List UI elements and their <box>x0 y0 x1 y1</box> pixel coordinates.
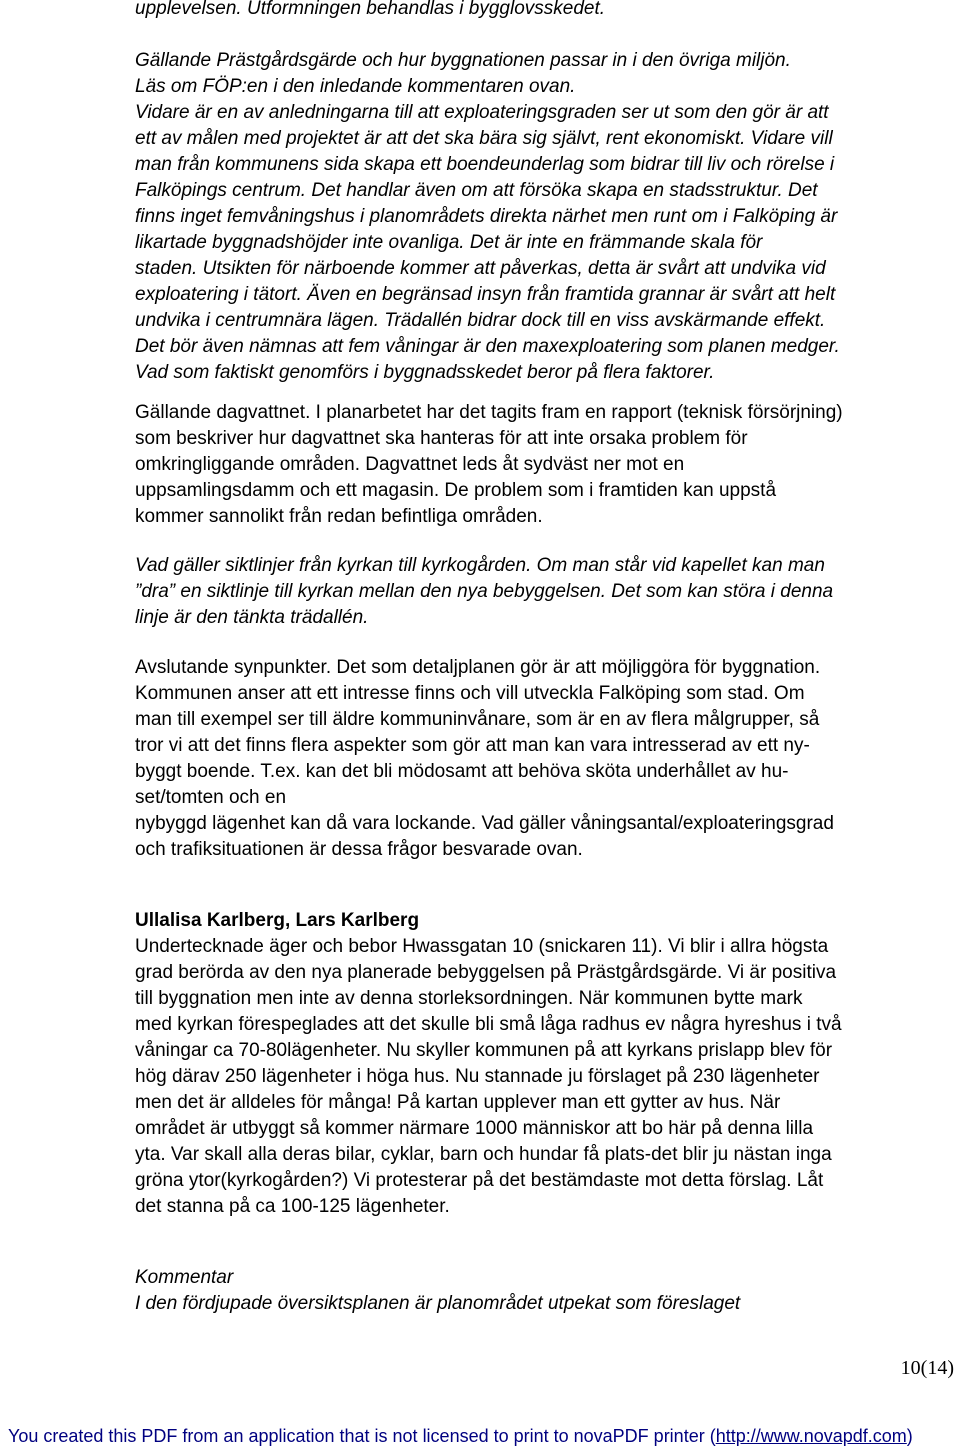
text-line: Gällande dagvattnet. I planarbetet har det tagits fram en rapport (teknisk försörjning) <box>135 402 843 423</box>
text-line: området är utbyggt så kommer närmare 1000 människor att bo här på denna lilla <box>135 1118 814 1139</box>
submitter-heading: Ullalisa Karlberg, Lars Karlberg <box>135 910 420 931</box>
text-line: man från kommunens sida skapa ett boendeunderlag som bidrar till liv och rörelse i <box>135 154 835 175</box>
footer-close: ) <box>906 1426 913 1446</box>
comment-paragraph-avslutande <box>135 655 950 863</box>
text-line: likartade byggnadshöjder inte ovanliga. Det är inte en främmande skala för <box>135 232 763 253</box>
comment-paragraph-dagvatten <box>135 400 950 530</box>
text-line: Gällande Prästgårdsgärde och hur byggnationen passar in i den övriga miljön. <box>135 50 791 71</box>
text-line: Det bör även nämnas att fem våningar är den maxexploatering som planen medger. <box>135 336 840 357</box>
text-line: omkringliggande områden. Dagvattnet leds åt sydväst ner mot en <box>135 454 685 475</box>
text-line: Falköpings centrum. Det handlar även om att försöka skapa en stadsstruktur. Det <box>135 180 818 201</box>
text-line: upplevelsen. Utformningen behandlas i bygglovsskedet. <box>135 0 606 19</box>
text-line: Kommunen anser att ett intresse finns och vill utveckla Falköping som stad. Om <box>135 683 805 704</box>
comment-paragraph-siktlinjer <box>135 553 950 631</box>
comment-heading: Kommentar <box>135 1267 234 1288</box>
text-line: uppsamlingsdamm och ett magasin. De problem som i framtiden kan uppstå <box>135 480 777 501</box>
text-line: och trafiksituationen är dessa frågor besvarade ovan. <box>135 839 583 860</box>
comment-paragraph-miljo <box>135 0 950 386</box>
pdf-watermark-footer <box>8 1424 913 1448</box>
text-line: ett av målen med projektet är att det ska bära sig självt, rent ekonomiskt. Vidare vill <box>135 128 833 149</box>
submission-karlberg <box>135 908 950 1220</box>
text-line: våningar ca 70-80lägenheter. Nu skyller kommunen på att kyrkans prislapp blev för <box>135 1040 833 1061</box>
text-line: till byggnation men inte av denna storleksordningen. När kommunen bytte mark <box>135 988 803 1009</box>
text-line: man till exempel ser till äldre kommuninvånare, som är en av flera målgrupper, så <box>135 709 820 730</box>
text-line: linje är den tänkta trädallén. <box>135 607 369 628</box>
text-line: finns inget femvåningshus i planområdets direkta närhet men runt om i Falköping är <box>135 206 838 227</box>
text-line: set/tomten och en <box>135 787 287 808</box>
text-line: yta. Var skall alla deras bilar, cyklar, barn och hundar få plats-det blir ju nästan inga <box>135 1144 832 1165</box>
text-line: undvika i centrumnära lägen. Trädallén bidrar dock till en viss avskärmande effekt. <box>135 310 826 331</box>
text-line: exploatering i tätort. Även en begränsad insyn från framtida grannar är svårt att helt <box>135 284 836 305</box>
text-line: hög därav 250 lägenheter i höga hus. Nu stannade ju förslaget på 230 lägenheter <box>135 1066 820 1087</box>
text-line: det stanna på ca 100-125 lägenheter. <box>135 1196 450 1217</box>
text-line: tror vi att det finns flera aspekter som gör att man kan vara intresserad av ett ny- <box>135 735 810 756</box>
text-line: som beskriver hur dagvattnet ska hanteras för att inte orsaka problem för <box>135 428 748 449</box>
text-line: Avslutande synpunkter. Det som detaljplanen gör är att möjliggöra för byggnation. <box>135 657 821 678</box>
comment-karlberg <box>135 1265 950 1317</box>
text-line <box>135 22 950 48</box>
text-line: Vad som faktiskt genomförs i byggnadsskedet beror på flera faktorer. <box>135 362 715 383</box>
text-line: Undertecknade äger och bebor Hwassgatan 10 (snickaren 11). Vi blir i allra högsta <box>135 936 829 957</box>
text-line: ”dra” en siktlinje till kyrkan mellan den nya bebyggelsen. Det som kan störa i denna <box>135 581 834 602</box>
page-number: 10(14) <box>900 1357 954 1379</box>
text-line: staden. Utsikten för närboende kommer att påverkas, detta är svårt att undvika vid <box>135 258 826 279</box>
text-line: gröna ytor(kyrkogården?) Vi protesterar på det bestämdaste mot detta förslag. Låt <box>135 1170 824 1191</box>
text-line: med kyrkan förespeglades att det skulle bli små låga radhus ev några hyreshus i två <box>135 1014 842 1035</box>
text-line: Vad gäller siktlinjer från kyrkan till kyrkogården. Om man står vid kapellet kan man <box>135 555 825 576</box>
footer-text: You created this PDF from an application that is not licensed to print to novaPDF printer ( <box>8 1426 716 1446</box>
text-line: men det är alldeles för många! På kartan upplever man ett gytter av hus. När <box>135 1092 781 1113</box>
text-line: nybyggd lägenhet kan då vara lockande. Vad gäller våningsantal/exploateringsgrad <box>135 813 834 834</box>
text-line: Läs om FÖP:en i den inledande kommentaren ovan. <box>135 76 576 97</box>
footer-link[interactable]: http://www.novapdf.com <box>715 1426 907 1446</box>
text-line: byggt boende. T.ex. kan det bli mödosamt att behöva sköta underhållet av hu- <box>135 761 789 782</box>
text-line: Vidare är en av anledningarna till att exploateringsgraden ser ut som den gör är att <box>135 102 829 123</box>
text-line: kommer sannolikt från redan befintliga områden. <box>135 506 543 527</box>
text-line: I den fördjupade översiktsplanen är planområdet utpekat som föreslaget <box>135 1293 741 1314</box>
text-line: grad berörda av den nya planerade bebyggelsen på Prästgårdsgärde. Vi är positiva <box>135 962 837 983</box>
